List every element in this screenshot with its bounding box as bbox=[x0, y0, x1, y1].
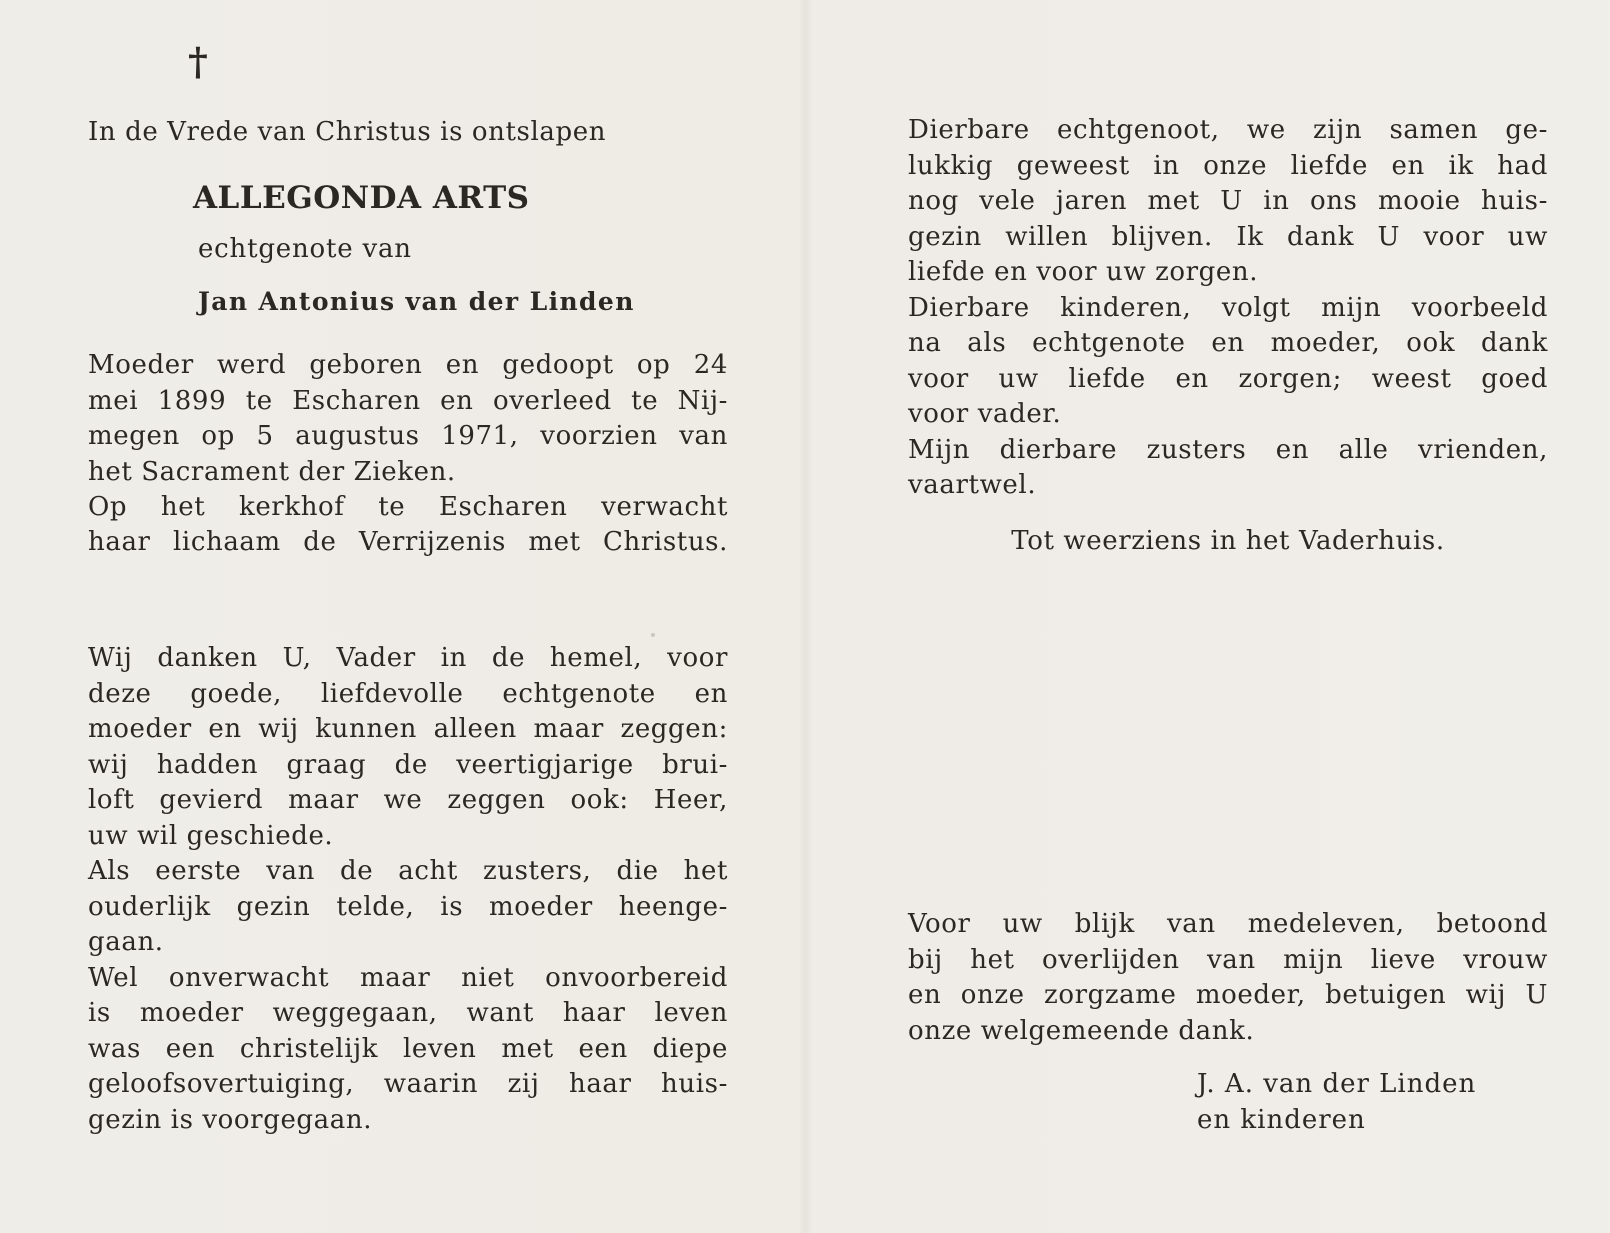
biography-line: Op het kerkhof te Escharen verwacht bbox=[88, 492, 728, 522]
biography-line: haar lichaam de Verrijzenis met Christus. bbox=[88, 527, 728, 557]
biography-line: megen op 5 augustus 1971, voorzien van bbox=[88, 421, 728, 451]
prayer-line: wij hadden graag de veertigjarige brui- bbox=[88, 750, 728, 780]
right-page bbox=[908, 0, 1548, 1233]
prayer-line: loft gevierd maar we zeggen ook: Heer, bbox=[88, 785, 728, 815]
spouse-name: Jan Antonius van der Linden bbox=[198, 287, 635, 316]
left-page bbox=[88, 0, 728, 1233]
farewell-line: gezin willen blijven. Ik dank U voor uw bbox=[908, 222, 1548, 252]
thanks-line: bij het overlijden van mijn lieve vrouw bbox=[908, 945, 1548, 975]
prayer-line: Als eerste van de acht zusters, die het bbox=[88, 856, 728, 886]
prayer-line: Wij danken U, Vader in de hemel, voor bbox=[88, 643, 728, 673]
farewell-line: vaartwel. bbox=[908, 470, 1037, 500]
prayer-line: geloofsovertuiging, waarin zij haar huis- bbox=[88, 1069, 728, 1099]
farewell-line: voor uw liefde en zorgen; weest goed bbox=[908, 364, 1548, 394]
closing-line: Tot weerziens in het Vaderhuis. bbox=[1011, 526, 1445, 556]
prayer-line: ouderlijk gezin telde, is moeder heenge- bbox=[88, 892, 728, 922]
farewell-line: voor vader. bbox=[908, 399, 1062, 429]
farewell-line: Mijn dierbare zusters en alle vrienden, bbox=[908, 435, 1548, 465]
thanks-line: onze welgemeende dank. bbox=[908, 1016, 1255, 1046]
prayer-line: uw wil geschiede. bbox=[88, 821, 334, 851]
prayer-line: Wel onverwacht maar niet onvoorbereid bbox=[88, 963, 728, 993]
farewell-line: liefde en voor uw zorgen. bbox=[908, 257, 1259, 287]
farewell-line: Dierbare echtgenoot, we zijn samen ge- bbox=[908, 115, 1548, 145]
thanks-line: en onze zorgzame moeder, betuigen wij U bbox=[908, 980, 1548, 1010]
farewell-line: Dierbare kinderen, volgt mijn voorbeeld bbox=[908, 293, 1548, 323]
prayer-line: moeder en wij kunnen alleen maar zeggen: bbox=[88, 714, 728, 744]
deceased-name: ALLEGONDA ARTS bbox=[193, 180, 530, 216]
farewell-line: na als echtgenote en moeder, ook dank bbox=[908, 328, 1548, 358]
farewell-line: lukkig geweest in onze liefde en ik had bbox=[908, 151, 1548, 181]
spouse-intro: echtgenote van bbox=[198, 234, 412, 264]
prayer-line: is moeder weggegaan, want haar leven bbox=[88, 998, 728, 1028]
thanks-line: Voor uw blijk van medeleven, betoond bbox=[908, 909, 1548, 939]
prayer-line: was een christelijk leven met een diepe bbox=[88, 1034, 728, 1064]
signature-line: J. A. van der Linden bbox=[1197, 1069, 1477, 1099]
biography-line: Moeder werd geboren en gedoopt op 24 bbox=[88, 350, 728, 380]
cross-icon: † bbox=[188, 39, 208, 84]
opening-line: In de Vrede van Christus is ontslapen bbox=[88, 117, 607, 147]
prayer-line: gezin is voorgegaan. bbox=[88, 1105, 373, 1135]
signature-line: en kinderen bbox=[1197, 1105, 1366, 1135]
biography-line: mei 1899 te Escharen en overleed te Nij- bbox=[88, 386, 728, 416]
farewell-line: nog vele jaren met U in ons mooie huis- bbox=[908, 186, 1548, 216]
prayer-line: gaan. bbox=[88, 927, 164, 957]
prayer-line: deze goede, liefdevolle echtgenote en bbox=[88, 679, 728, 709]
biography-line: het Sacrament der Zieken. bbox=[88, 457, 456, 487]
